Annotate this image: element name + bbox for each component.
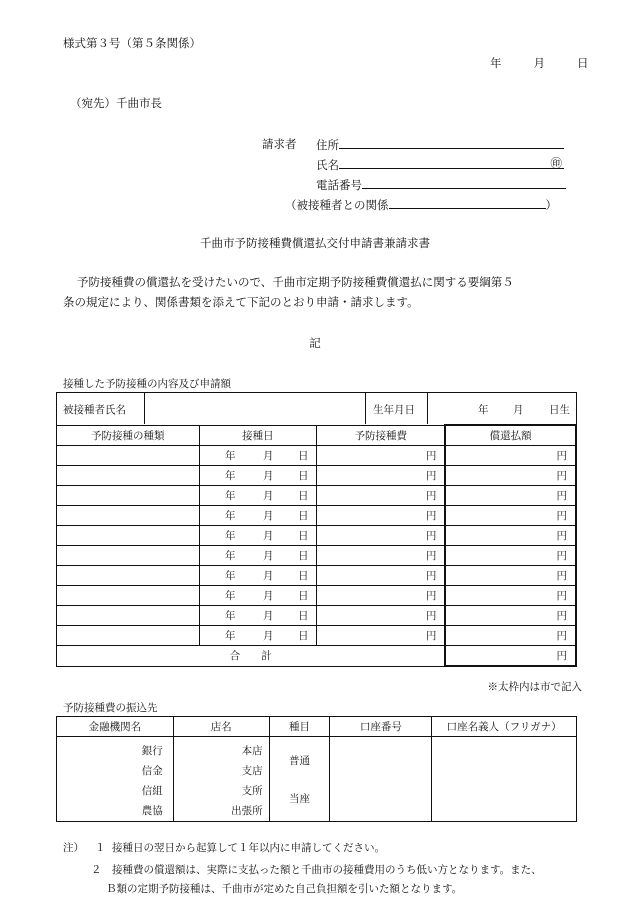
vaccine-type-field[interactable]: [57, 446, 200, 466]
section1-title: 接種した予防接種の内容及び申請額: [63, 378, 231, 390]
vaccine-type-field[interactable]: [57, 506, 200, 526]
vaccination-date-field[interactable]: [199, 566, 317, 586]
form-number: 様式第３号（第５条関係）: [63, 36, 201, 50]
yen-label: 円: [556, 470, 567, 482]
date-day-label: 日: [577, 56, 589, 70]
vaccination-date-field[interactable]: [199, 626, 317, 646]
name-row: [316, 156, 564, 173]
vaccine-type-field[interactable]: [57, 546, 200, 566]
seal-mark: ㊞: [550, 156, 562, 170]
vaccine-type-field[interactable]: [57, 466, 200, 486]
vaccination-row: [57, 506, 577, 526]
branch-branch: 支店: [241, 765, 263, 777]
vaccine-type-field[interactable]: [57, 586, 200, 606]
vaccination-cost-field[interactable]: [317, 586, 446, 606]
institution-shinkin: 信金: [141, 765, 163, 777]
row-day-label: 日: [298, 610, 309, 622]
yen-label: 円: [425, 510, 437, 522]
vaccination-cost-field[interactable]: [317, 486, 446, 506]
vaccination-row: [57, 526, 577, 546]
row-year-label: 年: [225, 610, 236, 622]
vaccination-date-field[interactable]: [199, 486, 317, 506]
row-year-label: 年: [225, 490, 236, 502]
date-line: [490, 55, 589, 71]
patient-name-label: 被接種者氏名: [63, 404, 126, 416]
refund-amount-field[interactable]: [445, 586, 576, 606]
address-row: [316, 136, 564, 153]
vaccination-date-field[interactable]: [199, 586, 317, 606]
yen-label: 円: [556, 630, 567, 642]
dob-year-label: 年: [478, 404, 489, 416]
row-year-label: 年: [225, 590, 236, 602]
vaccination-cost-field[interactable]: [317, 506, 446, 526]
branch-office: 出張所: [231, 805, 263, 817]
vaccination-cost-field[interactable]: [317, 546, 446, 566]
addressee: （宛先）千曲市長: [70, 96, 162, 110]
yen-label: 円: [425, 590, 437, 602]
yen-label: 円: [556, 550, 567, 562]
relation-close: ）: [545, 198, 557, 212]
account-holder-field[interactable]: [432, 737, 577, 822]
refund-amount-field[interactable]: [445, 566, 576, 586]
yen-label: 円: [425, 550, 437, 562]
dob-month-label: 月: [513, 404, 524, 416]
row-month-label: 月: [263, 570, 274, 582]
patient-name-field[interactable]: [145, 393, 365, 424]
row-year-label: 年: [225, 450, 236, 462]
yen-label: 円: [556, 610, 567, 622]
refund-amount-field[interactable]: [445, 506, 576, 526]
dob-label: 生年月日: [373, 404, 415, 416]
note-1-number: １: [95, 842, 106, 854]
vaccination-row: [57, 446, 577, 466]
vaccination-row: [57, 546, 577, 566]
account-number-field[interactable]: [330, 737, 432, 822]
header-vaccination-date: 接種日: [199, 425, 317, 446]
row-year-label: 年: [225, 470, 236, 482]
header-account-type: 種目: [269, 717, 330, 737]
vaccination-cost-field[interactable]: [317, 606, 446, 626]
row-day-label: 日: [298, 590, 309, 602]
vaccination-row: [57, 626, 577, 646]
name-label: 氏名: [316, 158, 339, 172]
yen-label: 円: [556, 450, 567, 462]
vaccination-date-field[interactable]: [199, 446, 317, 466]
bank-institution-cell[interactable]: [57, 737, 174, 822]
row-day-label: 日: [298, 450, 309, 462]
address-field[interactable]: [339, 136, 564, 149]
row-month-label: 月: [263, 470, 274, 482]
header-account-holder: 口座名義人（フリガナ）: [432, 717, 577, 737]
row-month-label: 月: [263, 590, 274, 602]
row-year-label: 年: [225, 570, 236, 582]
row-day-label: 日: [298, 570, 309, 582]
vaccination-row: [57, 586, 577, 606]
notes-prefix: 注）: [63, 842, 84, 854]
vaccination-cost-field[interactable]: [317, 446, 446, 466]
row-month-label: 月: [263, 510, 274, 522]
section2-title: 予防接種費の振込先: [63, 702, 158, 714]
dob-day-label: 日生: [549, 404, 570, 416]
vaccine-type-field[interactable]: [57, 566, 200, 586]
vaccine-type-field[interactable]: [57, 526, 200, 546]
header-vaccine-type: 予防接種の種類: [57, 425, 200, 446]
relation-label: （被接種者との関係: [285, 198, 389, 212]
row-day-label: 日: [298, 490, 309, 502]
row-month-label: 月: [263, 530, 274, 542]
vaccination-row: [57, 566, 577, 586]
row-day-label: 日: [298, 470, 309, 482]
account-type-cell[interactable]: [269, 737, 330, 822]
vaccination-cost-field[interactable]: [317, 526, 446, 546]
row-day-label: 日: [298, 630, 309, 642]
body-line-1: 予防接種費の償還払を受けたいので、千曲市定期予防接種費償還払に関する要綱第５: [77, 275, 514, 289]
vaccination-date-field[interactable]: [199, 466, 317, 486]
vaccination-date-field[interactable]: [199, 606, 317, 626]
row-day-label: 日: [298, 510, 309, 522]
row-month-label: 月: [263, 630, 274, 642]
row-month-label: 月: [263, 490, 274, 502]
relation-row: [285, 196, 557, 213]
refund-amount-field[interactable]: [445, 626, 576, 646]
yen-label: 円: [425, 630, 437, 642]
yen-label: 円: [425, 570, 437, 582]
phone-label: 電話番号: [316, 178, 362, 192]
vaccine-type-field[interactable]: [57, 486, 200, 506]
branch-cell[interactable]: [173, 737, 269, 822]
header-branch-name: 店名: [173, 717, 269, 737]
header-vaccination-cost: 予防接種費: [317, 425, 446, 446]
vaccination-cost-field[interactable]: [317, 466, 446, 486]
vaccination-row: [57, 486, 577, 506]
row-day-label: 日: [298, 550, 309, 562]
institution-bank: 銀行: [141, 745, 163, 757]
thick-frame-note: ※太枠内は市で記入: [487, 681, 582, 693]
address-label: 住所: [316, 138, 339, 152]
refund-amount-field[interactable]: [445, 546, 576, 566]
header-refund-amount: 償還払額: [445, 425, 576, 446]
yen-label: 円: [425, 530, 437, 542]
row-year-label: 年: [225, 550, 236, 562]
vaccine-type-field[interactable]: [57, 626, 200, 646]
header-account-number: 口座番号: [330, 717, 432, 737]
vaccination-cost-field[interactable]: [317, 626, 446, 646]
note-2-text-a: 接種費の償還額は、実際に支払った額と千曲市の接種費用のうち低い方となります。また、: [112, 864, 542, 876]
yen-label: 円: [425, 490, 437, 502]
refund-amount-field[interactable]: [445, 606, 576, 626]
vaccination-table: [56, 392, 577, 667]
yen-label: 円: [556, 650, 567, 662]
date-month-label: 月: [533, 56, 545, 70]
branch-main: 本店: [241, 745, 263, 757]
phone-field[interactable]: [362, 176, 566, 189]
institution-nokyo: 農協: [141, 805, 163, 817]
row-year-label: 年: [225, 530, 236, 542]
form-title: 千曲市予防接種費償還払交付申請書兼請求書: [200, 236, 430, 250]
refund-amount-field[interactable]: [445, 486, 576, 506]
note-2-number: ２: [91, 864, 102, 876]
ki-label: 記: [309, 336, 321, 350]
vaccination-date-field[interactable]: [199, 526, 317, 546]
yen-label: 円: [425, 470, 437, 482]
applicant-label: 請求者: [262, 137, 297, 151]
institution-shinkumi: 信組: [141, 785, 163, 797]
type-current: 当座: [289, 793, 311, 805]
vaccination-row: [57, 606, 577, 626]
total-refund-field[interactable]: [445, 646, 576, 667]
yen-label: 円: [556, 590, 567, 602]
bank-table: [56, 716, 577, 822]
phone-row: [316, 176, 566, 193]
row-month-label: 月: [263, 450, 274, 462]
row-month-label: 月: [263, 610, 274, 622]
row-month-label: 月: [263, 550, 274, 562]
vaccination-date-field[interactable]: [199, 546, 317, 566]
body-line-2: 条の規定により、関係書類を添えて下記のとおり申請・請求します。: [63, 295, 419, 309]
yen-label: 円: [425, 450, 437, 462]
note-1-text: 接種日の翌日から起算して１年以内に申請してください。: [112, 842, 385, 854]
refund-amount-field[interactable]: [445, 526, 576, 546]
yen-label: 円: [556, 530, 567, 542]
row-day-label: 日: [298, 530, 309, 542]
vaccine-type-field[interactable]: [57, 606, 200, 626]
refund-amount-field[interactable]: [445, 466, 576, 486]
row-year-label: 年: [225, 630, 236, 642]
type-ordinary: 普通: [289, 755, 311, 767]
vaccination-row: [57, 466, 577, 486]
name-field[interactable]: [339, 156, 564, 169]
yen-label: 円: [556, 490, 567, 502]
row-year-label: 年: [225, 510, 236, 522]
note-2-text-b: Ｂ類の定期予防接種は、千曲市が定めた自己負担額を引いた額となります。: [106, 883, 463, 895]
yen-label: 円: [556, 510, 567, 522]
header-bank-name: 金融機関名: [57, 717, 174, 737]
relation-field[interactable]: [389, 196, 546, 209]
vaccination-date-field[interactable]: [199, 506, 317, 526]
date-year-label: 年: [490, 56, 502, 70]
vaccination-cost-field[interactable]: [317, 566, 446, 586]
refund-amount-field[interactable]: [445, 446, 576, 466]
total-label: 合 計: [57, 646, 446, 667]
yen-label: 円: [425, 610, 437, 622]
branch-sub: 支所: [241, 785, 263, 797]
yen-label: 円: [556, 570, 567, 582]
